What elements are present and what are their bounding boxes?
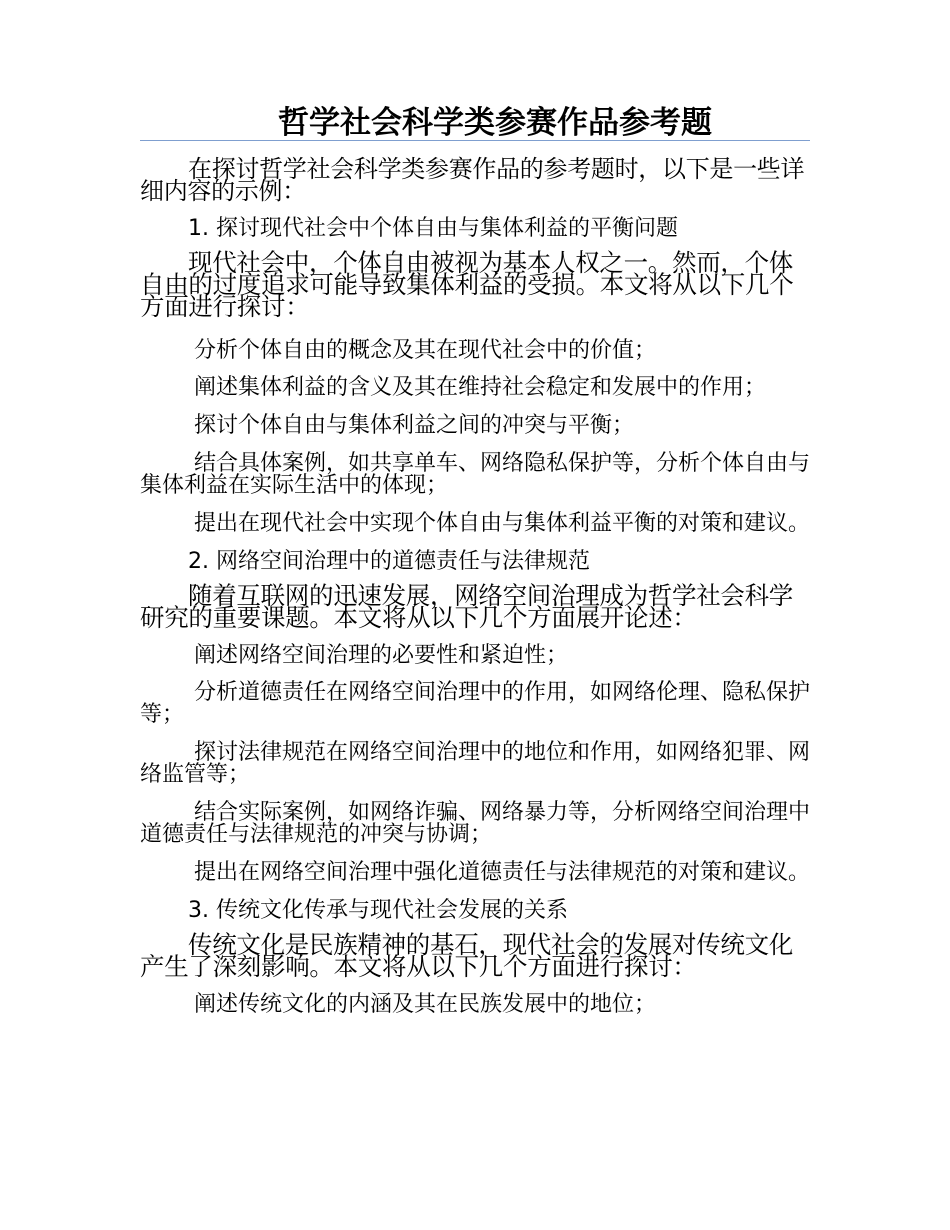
section-2-point-4: 结合实际案例，如网络诈骗、网络暴力等，分析网络空间治理中道德责任与法律规范的冲突与协调； (140, 800, 811, 847)
section-2-point-5: 提出在网络空间治理中强化道德责任与法律规范的对策和建议。 (194, 860, 811, 885)
section-2-intro: 随着互联网的迅速发展，网络空间治理成为哲学社会科学研究的重要课题。本文将从以下几个方面展开论述： (140, 581, 793, 632)
intro-paragraph: 在探讨哲学社会科学类参赛作品的参考题时，以下是一些详细内容的示例： (140, 155, 805, 205)
section-1-point-5: 提出在现代社会中实现个体自由与集体利益平衡的对策和建议。 (194, 511, 811, 536)
section-1-point-4: 结合具体案例，如共享单车、网络隐私保护等，分析个体自由与集体利益在实际生活中的体现； (140, 451, 811, 498)
section-1-point-1: 分析个体自由的概念及其在现代社会中的价值； (194, 338, 657, 363)
section-heading-2: 2. 网络空间治理中的道德责任与法律规范 (188, 549, 590, 574)
section-1-point-3: 探讨个体自由与集体利益之间的冲突与平衡； (194, 413, 635, 438)
section-heading-1: 1. 探讨现代社会中个体自由与集体利益的平衡问题 (188, 216, 678, 241)
section-2-point-2: 分析道德责任在网络空间治理中的作用，如网络伦理、隐私保护等； (140, 680, 811, 727)
section-3-point-1: 阐述传统文化的内涵及其在民族发展中的地位； (194, 992, 657, 1017)
section-1-point-2: 阐述集体利益的含义及其在维持社会稳定和发展中的作用； (194, 375, 767, 400)
section-2-point-1: 阐述网络空间治理的必要性和紧迫性； (194, 643, 569, 668)
section-3-intro: 传统文化是民族精神的基石，现代社会的发展对传统文化产生了深刻影响。本文将从以下几个方面进行探讨： (140, 930, 793, 981)
document-title: 哲学社会科学类参赛作品参考题 (278, 105, 712, 141)
section-2-point-3: 探讨法律规范在网络空间治理中的地位和作用，如网络犯罪、网络监管等； (140, 740, 811, 787)
section-1-intro: 现代社会中，个体自由被视为基本人权之一。然而，个体自由的过度追求可能导致集体利益的受损。本文将从以下几个方面进行探讨： (140, 248, 794, 321)
section-heading-3: 3. 传统文化传承与现代社会发展的关系 (188, 898, 568, 923)
document-body (140, 155, 811, 1017)
title-underline (140, 140, 810, 141)
